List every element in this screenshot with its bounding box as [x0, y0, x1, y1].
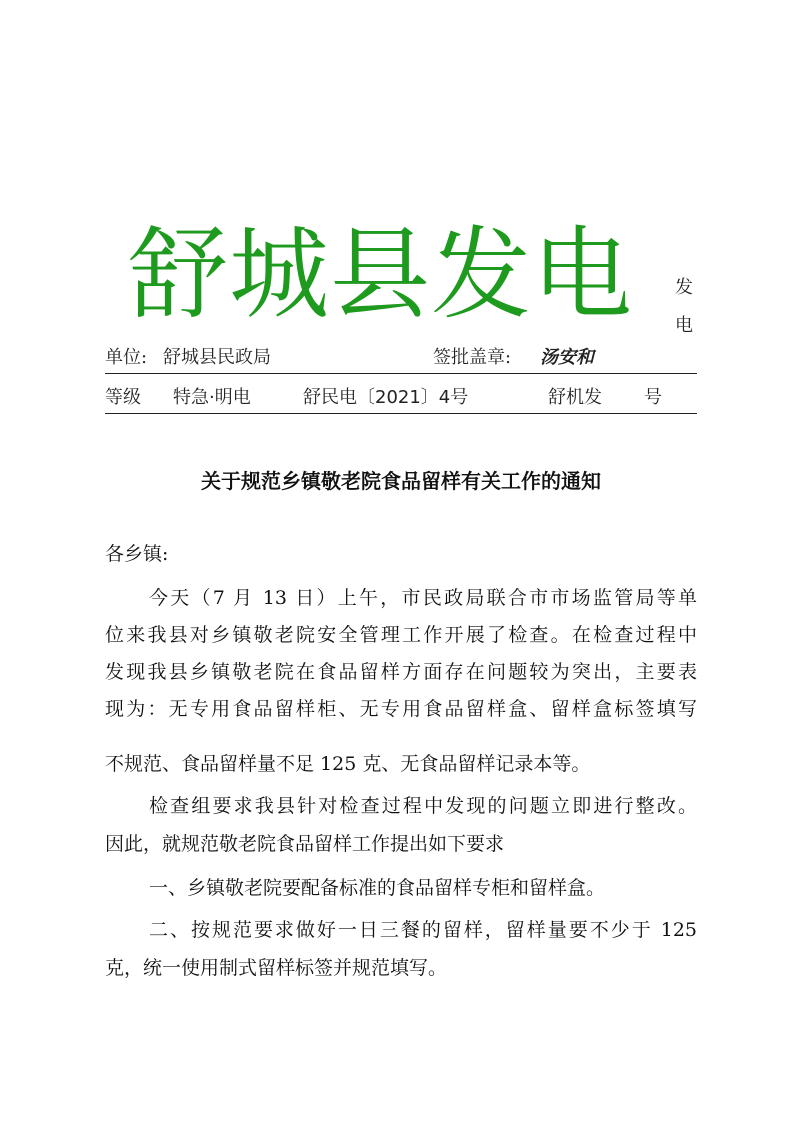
document-number: 舒民电〔2021〕4号 — [303, 387, 469, 408]
document-title: 关于规范乡镇敬老院食品留样有关工作的通知 — [201, 469, 601, 493]
salutation: 各乡镇: — [105, 543, 169, 565]
unit-label: 单位: — [105, 347, 148, 368]
paragraph-1-line-4: 现为：无专用食品留样柜、无专用食品留样盒、留样盒标签填写 — [105, 698, 697, 720]
requirement-item-2-line-2: 克，统一使用制式留样标签并规范填写。 — [105, 957, 448, 979]
paragraph-2-line-2: 因此，就规范敬老院食品留样工作提出如下要求 — [105, 833, 505, 855]
dispatch-label: 舒机发 — [548, 387, 602, 408]
requirement-item-1: 一、乡镇敬老院要配备标准的食品留样专柜和留样盒。 — [149, 877, 606, 899]
masthead-title: 舒城县发电 — [128, 216, 633, 333]
paragraph-1-line-3: 发现我县乡镇敬老院在食品留样方面存在问题较为突出，主要表 — [105, 661, 697, 683]
masthead-side-char-1: 发 — [675, 277, 693, 298]
meta-divider-bottom — [105, 413, 697, 414]
requirement-item-2-line-1: 二、按规范要求做好一日三餐的留样，留样量要不少于 125 — [149, 919, 697, 941]
paragraph-1-line-5: 不规范、食品留样量不足 125 克、无食品留样记录本等。 — [105, 753, 591, 775]
paragraph-1-line-1: 今天（7 月 13 日）上午，市民政局联合市市场监管局等单 — [149, 587, 697, 609]
level-label: 等级 — [105, 387, 141, 408]
paragraph-1-line-2: 位来我县对乡镇敬老院安全管理工作开展了检查。在检查过程中 — [105, 624, 697, 646]
signature-name: 汤安和 — [540, 347, 594, 368]
sign-label: 签批盖章: — [433, 347, 512, 368]
unit-value: 舒城县民政局 — [163, 347, 271, 368]
masthead-side-char-2: 电 — [675, 315, 693, 336]
paragraph-2-line-1: 检查组要求我县针对检查过程中发现的问题立即进行整改。 — [149, 795, 697, 817]
dispatch-suffix: 号 — [644, 387, 662, 408]
meta-divider-top — [105, 373, 697, 374]
level-value: 特急·明电 — [173, 387, 251, 408]
